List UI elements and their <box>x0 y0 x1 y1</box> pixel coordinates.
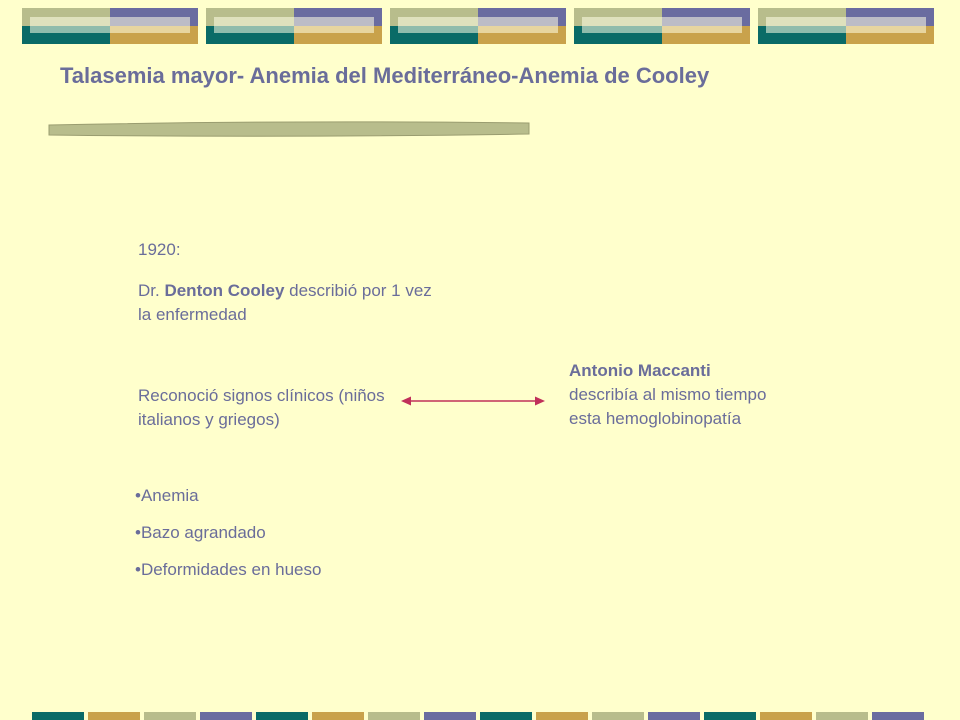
symptoms-list <box>135 484 321 595</box>
decorative-tile <box>206 8 382 44</box>
strip-segment <box>648 712 700 720</box>
clinical-signs-text: Reconoció signos clínicos (niños italianos y griegos) <box>138 386 385 429</box>
strip-segment <box>872 712 924 720</box>
top-decorative-banner <box>22 8 942 44</box>
double-arrow-icon <box>400 392 546 410</box>
bottom-decorative-strip <box>32 712 960 720</box>
maccanti-text: describía al mismo tiempo esta hemoglobinopatía <box>569 385 767 428</box>
strip-segment <box>368 712 420 720</box>
list-item: •Deformidades en hueso <box>135 560 322 579</box>
list-item: •Anemia <box>135 486 199 505</box>
strip-segment <box>200 712 252 720</box>
tile-highlight <box>582 17 742 33</box>
strip-segment <box>88 712 140 720</box>
strip-segment <box>536 712 588 720</box>
strip-segment <box>480 712 532 720</box>
cooley-description <box>138 279 438 327</box>
strip-segment <box>760 712 812 720</box>
strip-segment <box>144 712 196 720</box>
maccanti-name: Antonio Maccanti <box>569 361 711 380</box>
tile-highlight <box>214 17 374 33</box>
strip-segment <box>816 712 868 720</box>
year-label: 1920: <box>138 240 181 259</box>
slide-title: Talasemia mayor- Anemia del Mediterráneo-Anemia de Cooley <box>60 63 710 88</box>
strip-segment <box>32 712 84 720</box>
maccanti-note <box>569 359 769 431</box>
strip-segment <box>256 712 308 720</box>
strip-segment <box>592 712 644 720</box>
tile-highlight <box>766 17 926 33</box>
list-item: •Bazo agrandado <box>135 523 266 542</box>
decorative-tile <box>574 8 750 44</box>
tile-highlight <box>30 17 190 33</box>
decorative-tile <box>22 8 198 44</box>
title-underline-bar <box>48 120 532 140</box>
description-prefix: Dr. <box>138 281 165 300</box>
tile-highlight <box>398 17 558 33</box>
decorative-tile <box>390 8 566 44</box>
strip-segment <box>704 712 756 720</box>
doctor-name: Denton Cooley <box>164 281 285 300</box>
strip-segment <box>424 712 476 720</box>
decorative-tile <box>758 8 934 44</box>
description-suffix: describió por 1 vez la enfermedad <box>138 281 432 324</box>
strip-segment <box>312 712 364 720</box>
